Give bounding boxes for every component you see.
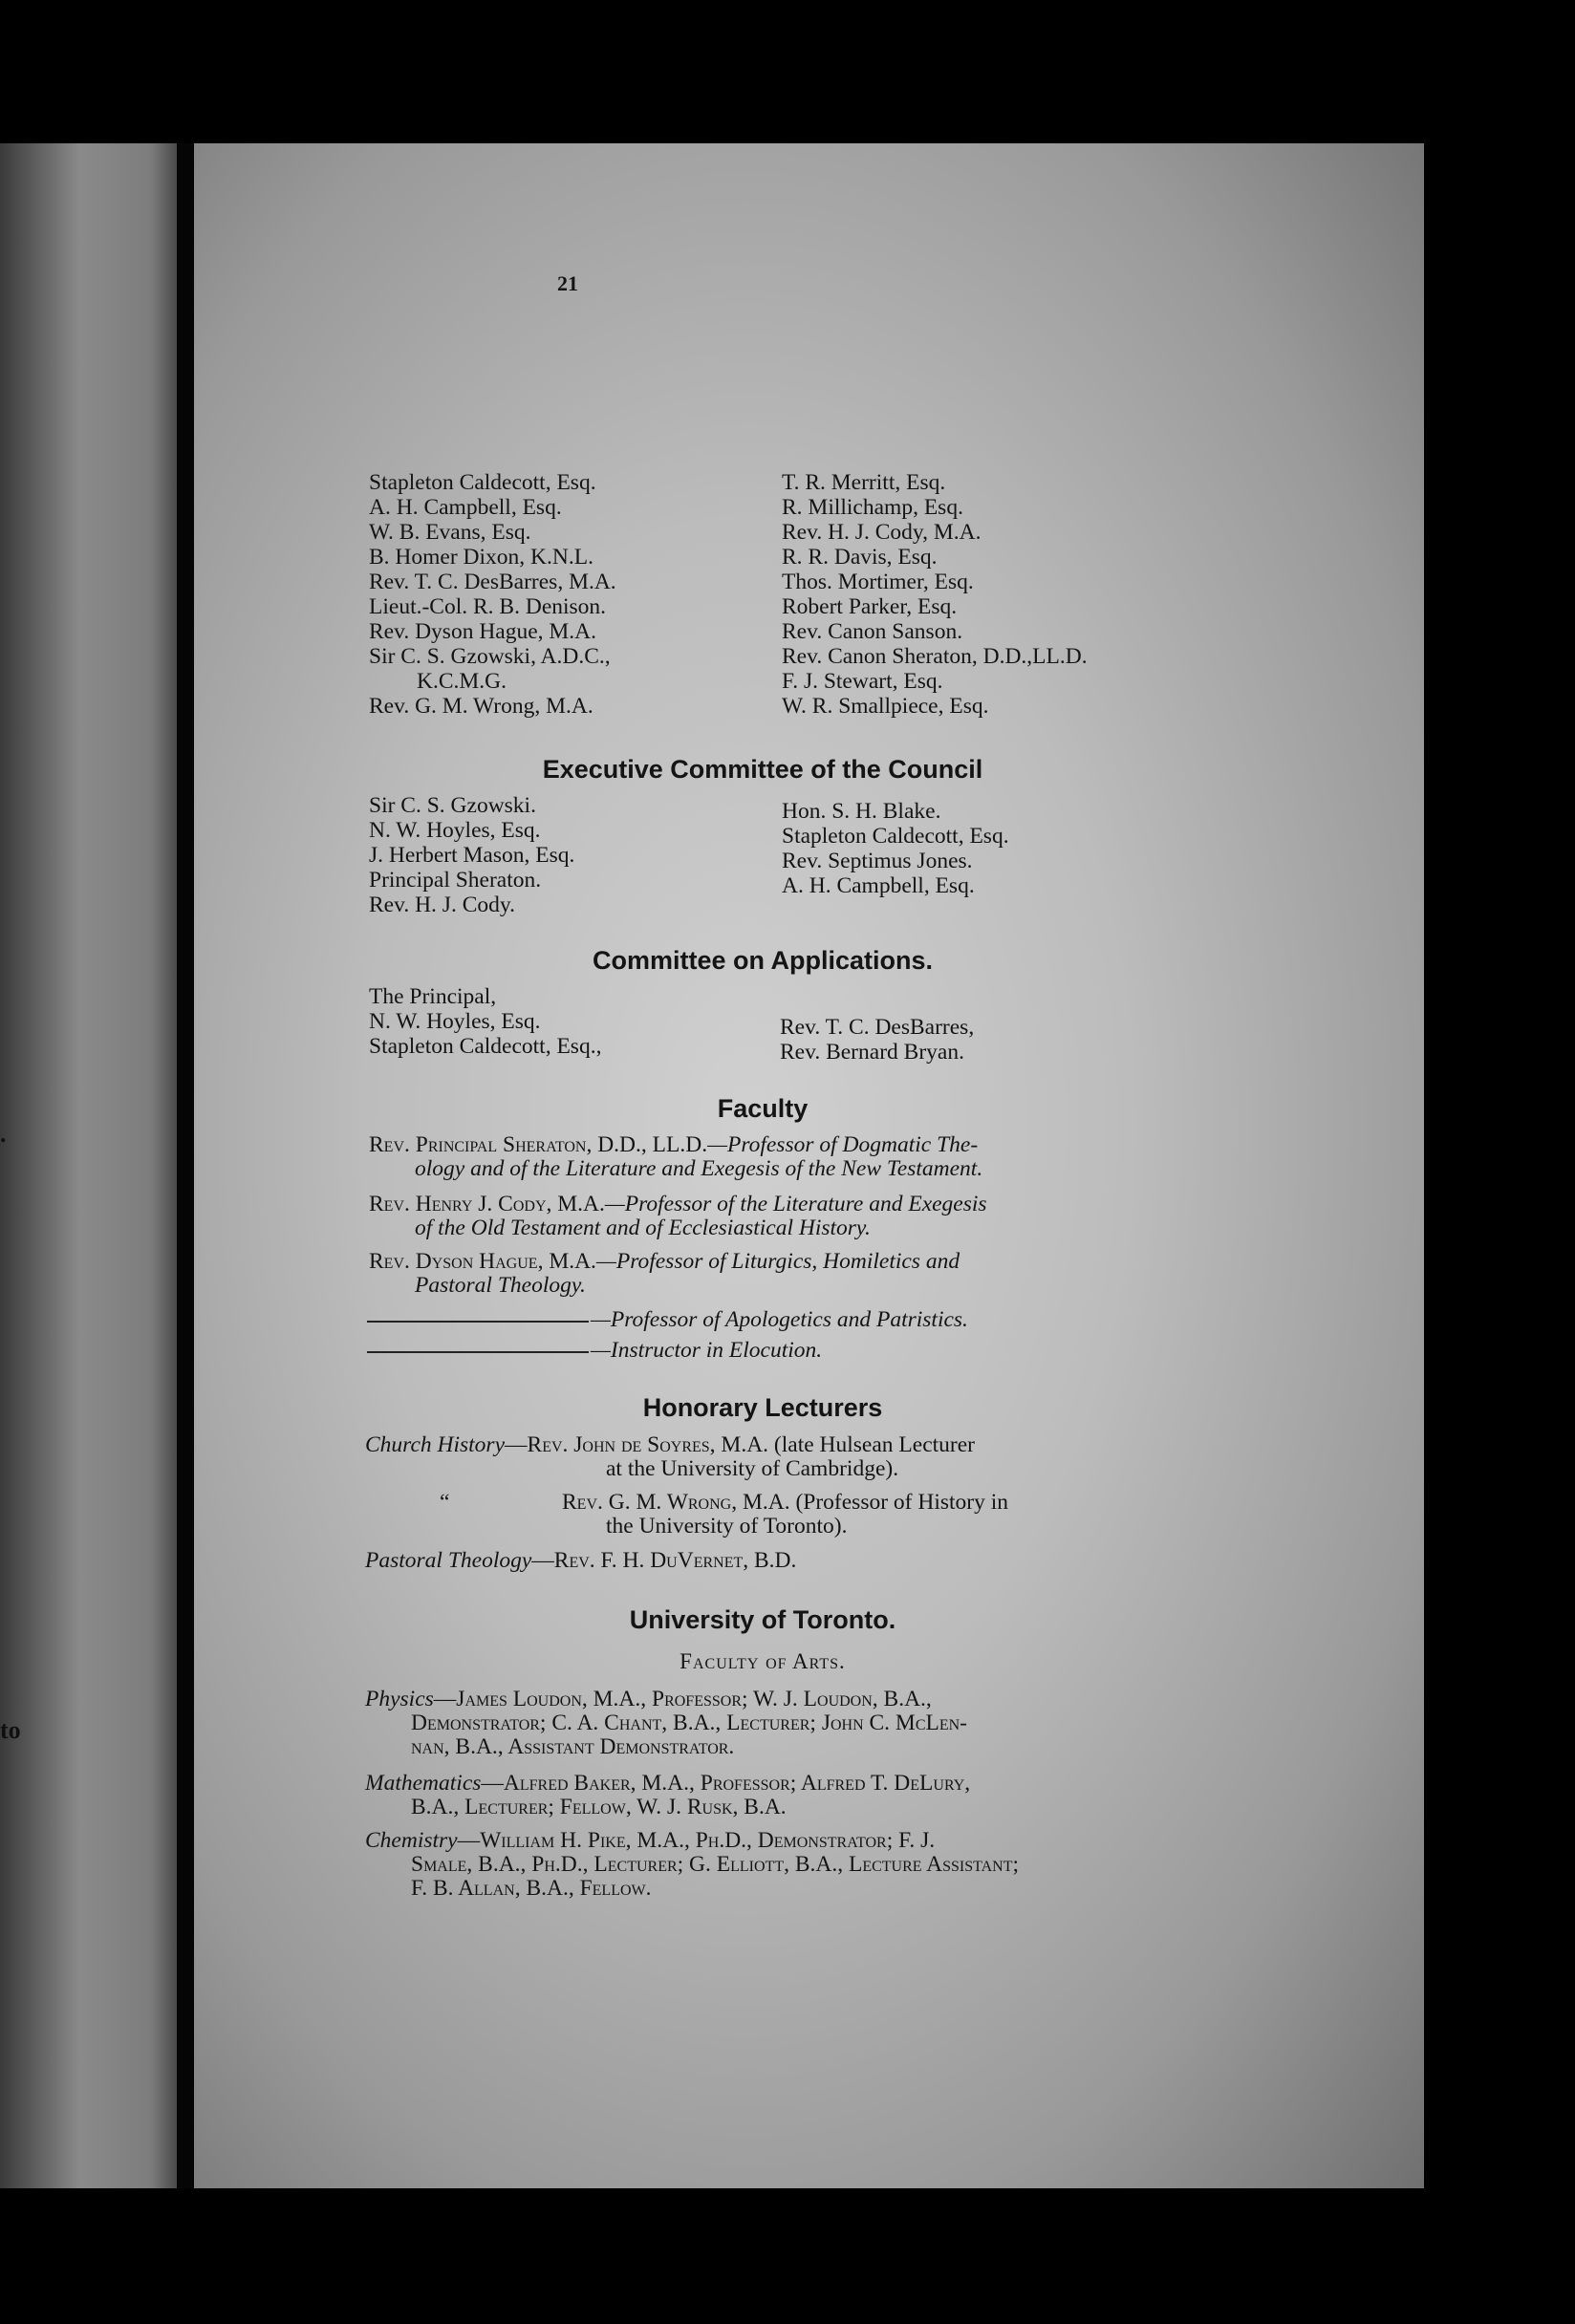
staff-line: Smale, B.A., Ph.D., Lecturer; G. Elliott, B.A., Lecture Assistant; (411, 1852, 1020, 1877)
faculty-title-continued: ology and of the Literature and Exegesis of the New Testament. (415, 1156, 983, 1181)
lecturer-note: (Professor of History in (789, 1490, 1009, 1515)
council-member: Thos. Mortimer, Esq. (782, 570, 974, 594)
blank-rule (367, 1351, 589, 1353)
staff-line: —Alfred Baker, M.A., Professor; Alfred T. DeLury, (481, 1771, 971, 1796)
executive-member: Hon. S. H. Blake. (782, 799, 941, 824)
honorary-entry (365, 1548, 796, 1573)
staff-line: F. B. Allan, B.A., Fellow. (411, 1876, 652, 1901)
university-entry (365, 1688, 1154, 1759)
faculty-heading: Faculty (717, 1094, 809, 1123)
vacant-position-title: —Instructor in Elocution. (591, 1338, 823, 1363)
university-heading: University of Toronto. (629, 1605, 896, 1634)
faculty-title-continued: Pastoral Theology. (415, 1273, 586, 1298)
staff-line: Demonstrator; C. A. Chant, B.A., Lecturer; John C. McLen- (411, 1711, 968, 1735)
honorary-entry (365, 1433, 1154, 1481)
lecture-subject: Church History (365, 1432, 506, 1457)
staff-line: nan, B.A., Assistant Demonstrator. (411, 1734, 735, 1759)
lecturer-note-continued: the University of Toronto). (606, 1514, 848, 1539)
faculty-title: —Professor of Dogmatic The- (707, 1132, 979, 1157)
subject: Physics (365, 1687, 434, 1711)
university-entry (365, 1772, 1154, 1819)
subject: Mathematics (365, 1771, 482, 1796)
lecturer-name: Rev. G. M. Wrong, M.A. (562, 1490, 790, 1515)
faculty-entry (369, 1133, 1154, 1181)
applications-member: Rev. T. C. DesBarres, (780, 1015, 975, 1040)
council-member: T. R. Merritt, Esq. (782, 470, 946, 495)
vacant-position-title: —Professor of Apologetics and Patristics. (591, 1307, 968, 1332)
vacant-position (367, 1338, 822, 1363)
honorary-entry (365, 1491, 1154, 1539)
book-gutter (177, 143, 194, 2188)
executive-member: N. W. Hoyles, Esq. (369, 818, 541, 843)
staff-line: —William H. Pike, M.A., Ph.D., Demonstrator; F. J. (457, 1828, 936, 1853)
executive-member: Principal Sheraton. (369, 868, 542, 893)
faculty-title-continued: of the Old Testament and of Ecclesiastical History. (415, 1216, 871, 1240)
applications-member: Rev. Bernard Bryan. (780, 1040, 964, 1065)
honorary-lecturers-heading: Honorary Lecturers (642, 1393, 883, 1422)
council-member: W. R. Smallpiece, Esq. (782, 694, 989, 719)
blank-rule (367, 1321, 589, 1323)
lecturer-name: —Rev. F. H. DuVernet, B.D. (531, 1548, 797, 1573)
executive-member: Rev. H. J. Cody. (369, 893, 515, 917)
staff-line: B.A., Lecturer; Fellow, W. J. Rusk, B.A. (411, 1795, 787, 1819)
vacant-position (367, 1307, 968, 1332)
subject: Chemistry (365, 1828, 458, 1853)
council-member: Rev. Canon Sanson. (782, 619, 963, 644)
faculty-title: —Professor of Liturgics, Homiletics and (595, 1249, 960, 1274)
executive-member: Sir C. S. Gzowski. (369, 793, 536, 818)
lecturer-note-continued: at the University of Cambridge). (606, 1456, 899, 1481)
applications-member: N. W. Hoyles, Esq. (369, 1009, 541, 1034)
council-member: Rev. Canon Sheraton, D.D.,LL.D. (782, 644, 1088, 669)
council-member: W. B. Evans, Esq. (369, 520, 531, 545)
applications-member: Stapleton Caldecott, Esq., (369, 1034, 602, 1059)
council-member: Rev. H. J. Cody, M.A. (782, 520, 982, 545)
left-page-fragment: to (0, 1716, 21, 1744)
council-member: R. R. Davis, Esq. (782, 545, 938, 570)
executive-member: J. Herbert Mason, Esq. (369, 843, 575, 868)
council-member: Rev. Dyson Hague, M.A. (369, 619, 597, 644)
council-member: R. Millichamp, Esq. (782, 495, 963, 520)
council-member: A. H. Campbell, Esq. (369, 495, 562, 520)
executive-member: A. H. Campbell, Esq. (782, 873, 975, 898)
ditto-mark: “ (440, 1490, 450, 1515)
council-member: Rev. T. C. DesBarres, M.A. (369, 570, 616, 594)
left-page (0, 143, 177, 2188)
faculty-of-arts-subheading: Faculty of Arts. (680, 1649, 846, 1673)
council-member: B. Homer Dixon, K.N.L. (369, 545, 593, 570)
executive-member: Stapleton Caldecott, Esq. (782, 824, 1009, 849)
faculty-title: —Professor of the Literature and Exegesis (604, 1192, 987, 1216)
faculty-name: Rev. Henry J. Cody, M.A. (369, 1192, 605, 1216)
lecture-subject: Pastoral Theology (365, 1548, 532, 1573)
council-member: Rev. G. M. Wrong, M.A. (369, 694, 593, 719)
page-number: 21 (557, 271, 578, 295)
executive-member: Rev. Septimus Jones. (782, 849, 973, 873)
faculty-entry (369, 1250, 1154, 1298)
council-member: Sir C. S. Gzowski, A.D.C., (369, 644, 611, 669)
university-entry (365, 1829, 1154, 1901)
council-member: Stapleton Caldecott, Esq. (369, 470, 596, 495)
staff-line: —James Loudon, M.A., Professor; W. J. Loudon, B.A., (433, 1687, 932, 1711)
executive-committee-heading: Executive Committee of the Council (542, 755, 983, 784)
applications-member: The Principal, (369, 984, 497, 1009)
faculty-name: Rev. Dyson Hague, M.A. (369, 1249, 596, 1274)
left-page-fragment: . (0, 1120, 7, 1148)
faculty-entry (369, 1193, 1154, 1240)
council-member: F. J. Stewart, Esq. (782, 669, 943, 694)
council-member-continuation: K.C.M.G. (417, 669, 507, 694)
lecturer-name: —Rev. John de Soyres, M.A. (505, 1432, 769, 1457)
document-page (194, 143, 1424, 2188)
lecturer-note: (late Hulsean Lecturer (768, 1432, 975, 1457)
faculty-name: Rev. Principal Sheraton, D.D., LL.D. (369, 1132, 708, 1157)
council-member: Robert Parker, Esq. (782, 594, 958, 619)
applications-committee-heading: Committee on Applications. (592, 946, 934, 975)
council-member: Lieut.-Col. R. B. Denison. (369, 594, 607, 619)
